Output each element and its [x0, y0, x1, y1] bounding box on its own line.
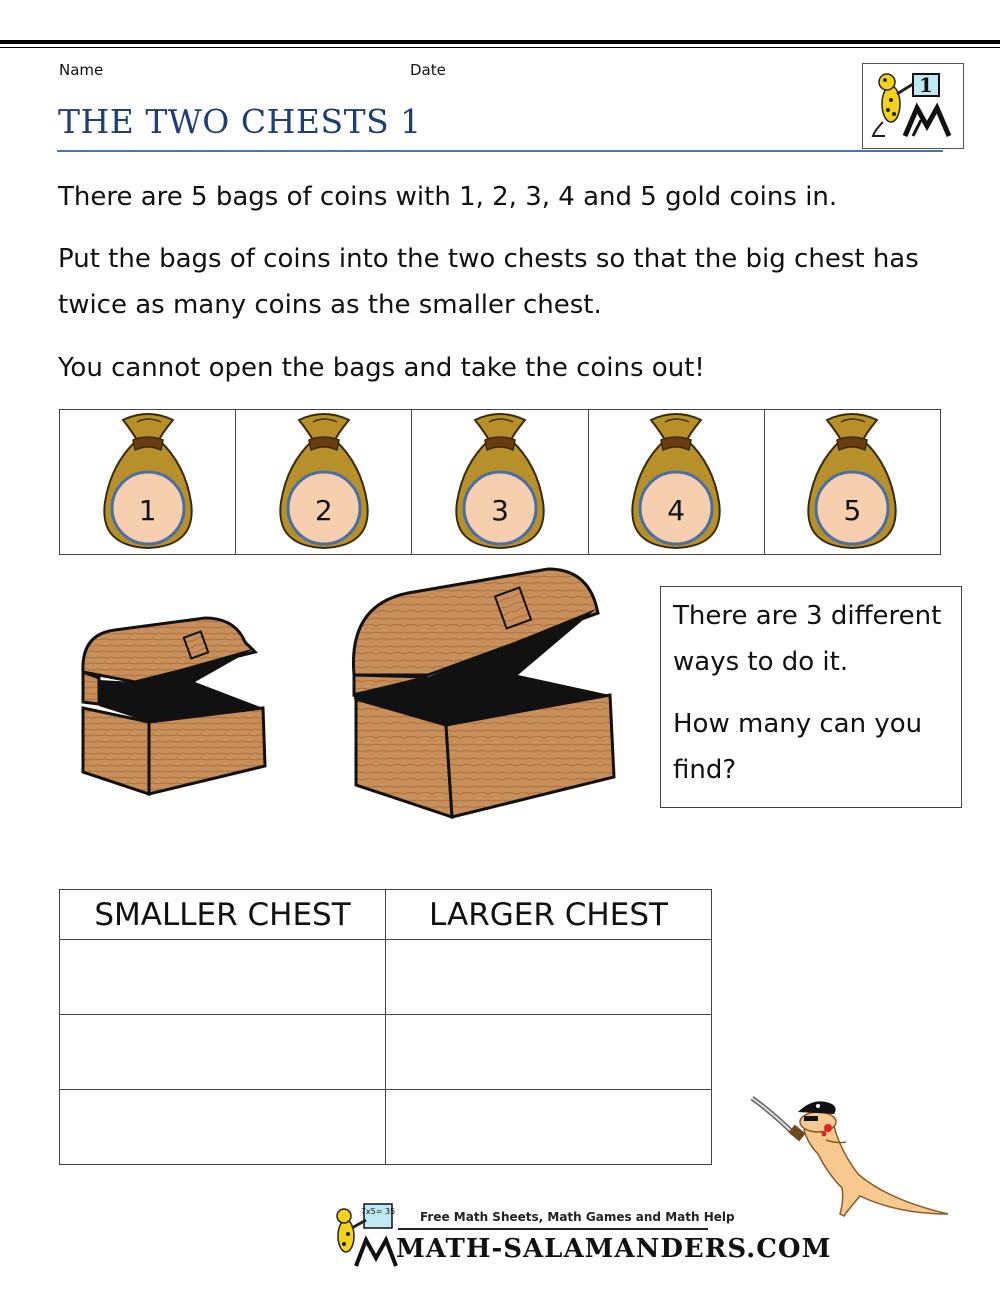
instruction-2: Put the bags of coins into the two chests so that the big chest has twice as many coins as the smaller chest. [58, 244, 919, 320]
column-header-larger: LARGER CHEST [386, 890, 712, 940]
date-label: Date [410, 61, 446, 79]
coin-bag-icon [621, 410, 731, 552]
coin-bag-cell [765, 410, 940, 554]
top-border-thin [0, 47, 1000, 48]
title-underline [57, 150, 943, 152]
footer-site-name[interactable]: MATH-SALAMANDERS.COM [396, 1234, 832, 1264]
small-chest-image [75, 612, 275, 802]
footer-badge-text: 7x5= 35 [360, 1207, 396, 1216]
coin-bag-label: 5 [843, 494, 862, 527]
answer-cell[interactable] [60, 940, 386, 1015]
name-label: Name [59, 61, 104, 79]
coin-bag-cell [412, 410, 588, 554]
table-row [60, 1015, 712, 1090]
coin-bag-icon [93, 410, 203, 552]
coin-bag-icon [269, 410, 379, 552]
coin-bag-label: 1 [138, 494, 157, 527]
coin-bag-icon [445, 410, 555, 552]
answer-cell[interactable] [386, 1015, 712, 1090]
answer-cell[interactable] [60, 1090, 386, 1165]
logo-number: 1 [919, 73, 933, 97]
answer-table [59, 889, 712, 1165]
hint-line-1: There are 3 different ways to do it. [673, 601, 942, 677]
footer-tagline: Free Math Sheets, Math Games and Math Help [420, 1210, 735, 1224]
answer-cell[interactable] [386, 940, 712, 1015]
answer-cell[interactable] [386, 1090, 712, 1165]
page-title: THE TWO CHESTS 1 [58, 102, 422, 141]
coin-bag-cell [589, 410, 765, 554]
pirate-salamander-image [748, 1090, 953, 1220]
coin-bag-cell [236, 410, 412, 554]
large-chest-image [348, 565, 620, 825]
footer-logo [326, 1200, 398, 1270]
hint-line-2: How many can you find? [673, 709, 923, 785]
coin-bag-label: 4 [667, 494, 686, 527]
logo-graphic [863, 64, 963, 148]
coin-bags-row [59, 409, 941, 555]
instruction-3: You cannot open the bags and take the coins out! [58, 353, 705, 383]
table-row [60, 1090, 712, 1165]
hint-box [660, 586, 962, 808]
coin-bag-label: 2 [314, 494, 333, 527]
instruction-1: There are 5 bags of coins with 1, 2, 3, 4 and 5 gold coins in. [58, 182, 838, 212]
coin-bag-icon [797, 410, 907, 552]
footer-rule [398, 1228, 708, 1230]
column-header-smaller: SMALLER CHEST [60, 890, 386, 940]
coin-bag-label: 3 [491, 494, 509, 527]
salamander-logo [862, 63, 964, 149]
table-row [60, 940, 712, 1015]
top-border-thick [0, 40, 1000, 44]
answer-cell[interactable] [60, 1015, 386, 1090]
coin-bag-cell [60, 410, 236, 554]
